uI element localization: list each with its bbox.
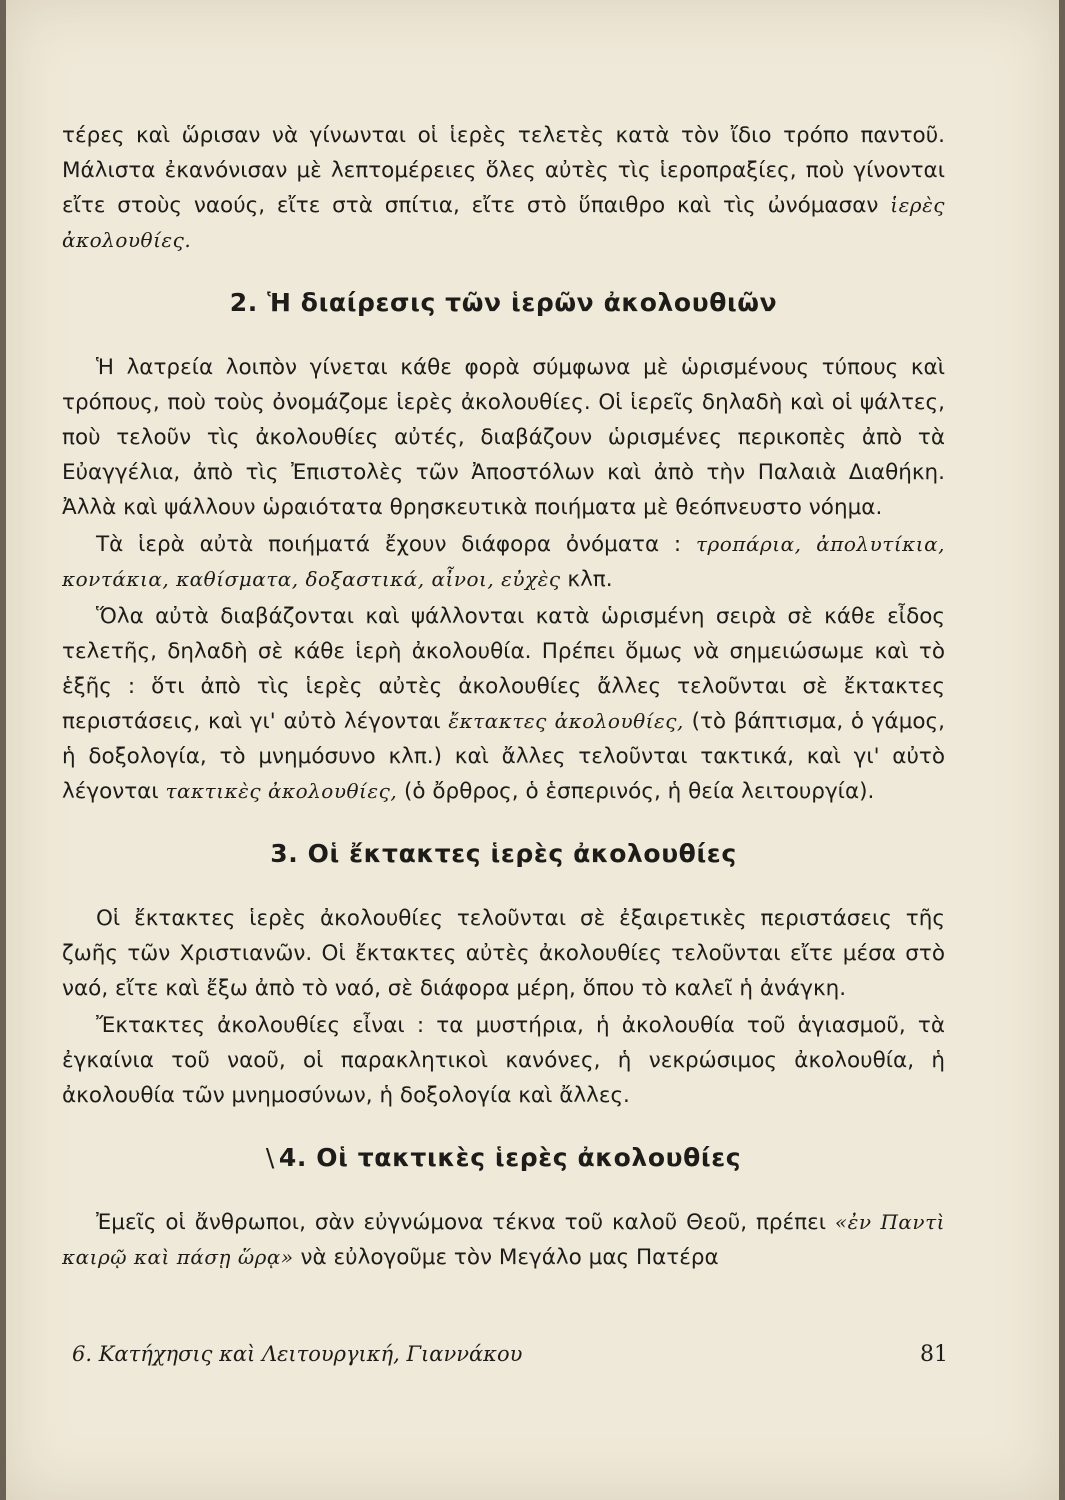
footer-book-title: 6. Κατήχησις καὶ Λειτουργική, Γιαννάκου bbox=[72, 1342, 523, 1366]
section-3-heading: 3. Οἱ ἔκτακτες ἱερὲς ἀκολουθίες bbox=[270, 839, 737, 868]
section-2-paragraph-2 bbox=[62, 527, 945, 597]
section-4-paragraph-1 bbox=[62, 1205, 945, 1275]
page-body bbox=[62, 118, 945, 1275]
section-2-p2-end: κλπ. bbox=[567, 567, 613, 592]
section-2-p2-start: Τὰ ἱερὰ αὐτὰ ποιήματά ἔχουν διάφορα ὀνόματα : bbox=[96, 532, 682, 557]
section-2-p3-end: (ὁ ὄρθρος, ὁ ἑσπερινός, ἡ θεία λειτουργία). bbox=[404, 779, 875, 804]
page-number: 81 bbox=[920, 1342, 948, 1367]
book-page bbox=[6, 0, 1059, 1500]
intro-term: ἱερὲς ἀκολουθίες. bbox=[62, 193, 945, 252]
section-4-heading-text: 4. Οἱ τακτικὲς ἱερὲς ἀκολουθίες bbox=[278, 1143, 742, 1172]
section-2-p3-term1: ἔκτακτες ἀκολουθίες, bbox=[448, 709, 684, 733]
section-4-p1-start: Ἐμεῖς οἱ ἄνθρωποι, σὰν εὐγνώμονα τέκνα τοῦ καλοῦ Θεοῦ, πρέπει bbox=[96, 1210, 827, 1235]
section-4-heading bbox=[62, 1141, 945, 1175]
section-2-p3-term2: τακτικὲς ἀκολουθίες, bbox=[165, 779, 398, 803]
section-2-p2-terms: τροπάρια, ἀπολυτίκια, κοντάκια, καθίσματα, δοξαστικά, αἶνοι, εὐχὲς bbox=[62, 532, 945, 591]
intro-paragraph bbox=[62, 118, 945, 258]
intro-text: τέρες καὶ ὥρισαν νὰ γίνωνται οἱ ἱερὲς τελετὲς κατὰ τὸν ἴδιο τρόπο παντοῦ. Μάλιστα ἐκανόνισαν μὲ λεπτομέρειες ὅλες αὐτὲς τὶς ἱεροπραξίες, ποὺ γίνονται εἴτε στοὺς ναούς, εἴτε στὰ σπίτια, εἴτε στὸ ὕπαιθρο καὶ τὶς ὠνόμασαν bbox=[62, 123, 945, 218]
section-3-paragraph-2: Ἔκτακτες ἀκολουθίες εἶναι : τα μυστήρια, ἡ ἀκολουθία τοῦ ἁγιασμοῦ, τὰ ἐγκαίνια τοῦ ναοῦ, οἱ παρακλητικοὶ κανόνες, ἡ νεκρώσιμος ἀκολουθία, ἡ ἀκολουθία τῶν μνημοσύνων, ἡ δοξολογία καὶ ἄλλες. bbox=[62, 1013, 945, 1108]
section-2-paragraph-1: Ἡ λατρεία λοιπὸν γίνεται κάθε φορὰ σύμφωνα μὲ ὡρισμένους τύπους καὶ τρόπους, ποὺ τοὺς ὀνομάζομε ἱερὲς ἀκολουθίες. Οἱ ἱερεῖς δηλαδὴ καὶ οἱ ψάλτες, ποὺ τελοῦν τὶς ἀκολουθίες αὐτές, διαβάζουν ὡρισμένες περικοπὲς ἀπὸ τὰ Εὐαγγέλια, ἀπὸ τὶς Ἐπιστολὲς τῶν Ἀποστόλων καὶ ἀπὸ τὴν Παλαιὰ Διαθήκη. Ἀλλὰ καὶ ψάλλουν ὡραιότατα θρησκευτικὰ ποιήματα μὲ θεόπνευστο νόημα. bbox=[62, 355, 945, 520]
section-2-p3-mid: (τὸ βάπτισμα, ὁ γάμος, ἡ δοξολογία, τὸ μνημόσυνο κλπ.) καὶ ἄλλες τελοῦνται τακτικά, καὶ γι' αὐτὸ λέγονται bbox=[62, 709, 945, 804]
section-2-heading: 2. Ἡ διαίρεσις τῶν ἱερῶν ἀκολουθιῶν bbox=[229, 288, 778, 317]
section-4-p1-end: νὰ εὐλογοῦμε τὸν Μεγάλο μας Πατέρα bbox=[300, 1245, 719, 1270]
section-3-paragraph-1: Οἱ ἔκτακτες ἱερὲς ἀκολουθίες τελοῦνται σὲ ἐξαιρετικὲς περιστάσεις τῆς ζωῆς τῶν Χριστιανῶν. Οἱ ἔκτακτες αὐτὲς ἀκολουθίες τελοῦνται εἴτε μέσα στὸ ναό, εἴτε καὶ ἔξω ἀπὸ τὸ ναό, σὲ διάφορα μέρη, ὅπου τὸ καλεῖ ἡ ἀνάγκη. bbox=[62, 906, 945, 1001]
margin-mark: \ bbox=[265, 1143, 275, 1172]
section-2-paragraph-3 bbox=[62, 599, 945, 809]
section-4-p1-quote: «ἐν Παντὶ καιρῷ καὶ πάσῃ ὥρᾳ» bbox=[62, 1210, 945, 1269]
section-2-p3-start: Ὅλα αὐτὰ διαβάζονται καὶ ψάλλονται κατὰ ὡρισμένη σειρὰ σὲ κάθε εἶδος τελετῆς, δηλαδὴ σὲ κάθε ἱερὴ ἀκολουθία. Πρέπει ὅμως νὰ σημειώσωμε καὶ τὸ ἑξῆς : ὅτι ἀπὸ τὶς ἱερὲς αὐτὲς ἀκολουθίες ἄλλες τελοῦνται σὲ ἔκτακτες περιστάσεις, καὶ γι' αὐτὸ λέγονται bbox=[62, 604, 945, 734]
